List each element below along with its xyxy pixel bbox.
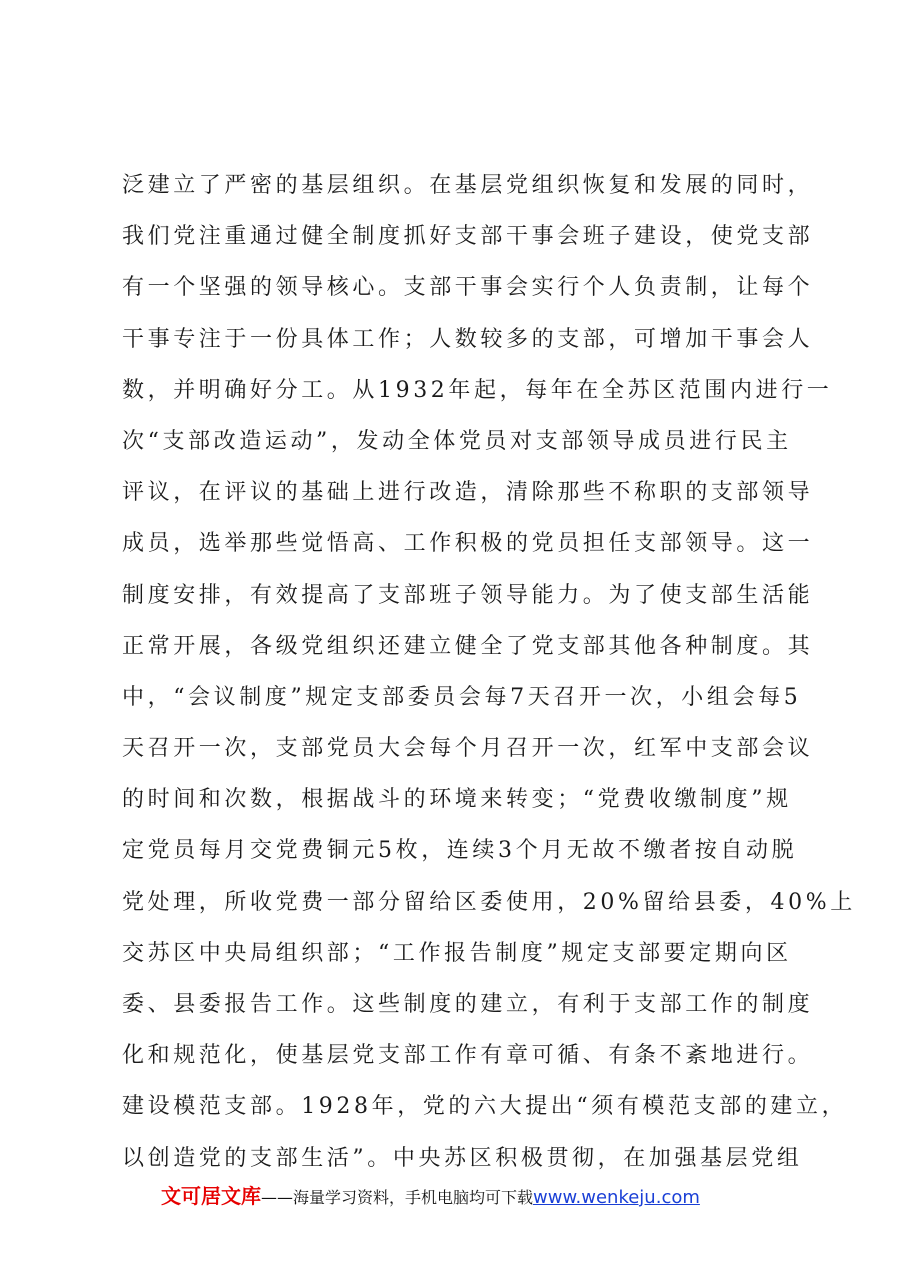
- text-line: 定党员每月交党费铜元5枚，连续3个月无故不缴者按自动脱: [122, 838, 798, 864]
- text-line: 的时间和次数，根据战斗的环境来转变；“党费收缴制度”规: [122, 787, 792, 813]
- text-line: 交苏区中央局组织部；“工作报告制度”规定支部要定期向区: [122, 940, 792, 966]
- text-line: 干事专注于一份具体工作；人数较多的支部，可增加干事会人: [122, 326, 814, 352]
- text-line: 天召开一次，支部党员大会每个月召开一次，红军中支部会议: [122, 736, 814, 762]
- text-line: 中，“会议制度”规定支部委员会每7天召开一次，小组会每5: [122, 684, 802, 710]
- text-line: 以创造党的支部生活”。中央苏区积极贯彻，在加强基层党组: [122, 1145, 803, 1171]
- footer-brand: 文可居文库: [161, 1184, 261, 1208]
- text-line: 泛建立了严密的基层组织。在基层党组织恢复和发展的同时，: [122, 173, 814, 198]
- text-line: 制度安排，有效提高了支部班子领导能力。为了使支部生活能: [122, 582, 814, 608]
- text-line: 正常开展，各级党组织还建立健全了党支部其他各种制度。其: [122, 633, 814, 659]
- text-line: 有一个坚强的领导核心。支部干事会实行个人负责制，让每个: [122, 275, 814, 301]
- text-line: 党处理，所收党费一部分留给区委使用，20%留给县委，40%上: [122, 889, 856, 915]
- text-line: 次“支部改造运动”，发动全体党员对支部领导成员进行民主: [122, 428, 792, 454]
- text-line: 评议，在评议的基础上进行改造，清除那些不称职的支部领导: [122, 480, 814, 506]
- text-line: 化和规范化，使基层党支部工作有章可循、有条不紊地进行。: [122, 1043, 814, 1069]
- footer-banner: [161, 1181, 700, 1211]
- text-line: 建设模范支部。1928年，党的六大提出“须有模范支部的建立，: [122, 1094, 848, 1120]
- footer-link[interactable]: www.wenkeju.com: [533, 1187, 700, 1208]
- document-body: [122, 160, 856, 1184]
- text-line: 成员，选举那些觉悟高、工作积极的党员担任支部领导。这一: [122, 531, 814, 557]
- text-line: 委、县委报告工作。这些制度的建立，有利于支部工作的制度: [122, 992, 814, 1017]
- text-line: 我们党注重通过健全制度抓好支部干事会班子建设，使党支部: [122, 224, 814, 250]
- footer-tagline: ——海量学习资料，手机电脑均可下载: [261, 1188, 534, 1207]
- text-line: 数，并明确好分工。从1932年起，每年在全苏区范围内进行一: [122, 377, 833, 403]
